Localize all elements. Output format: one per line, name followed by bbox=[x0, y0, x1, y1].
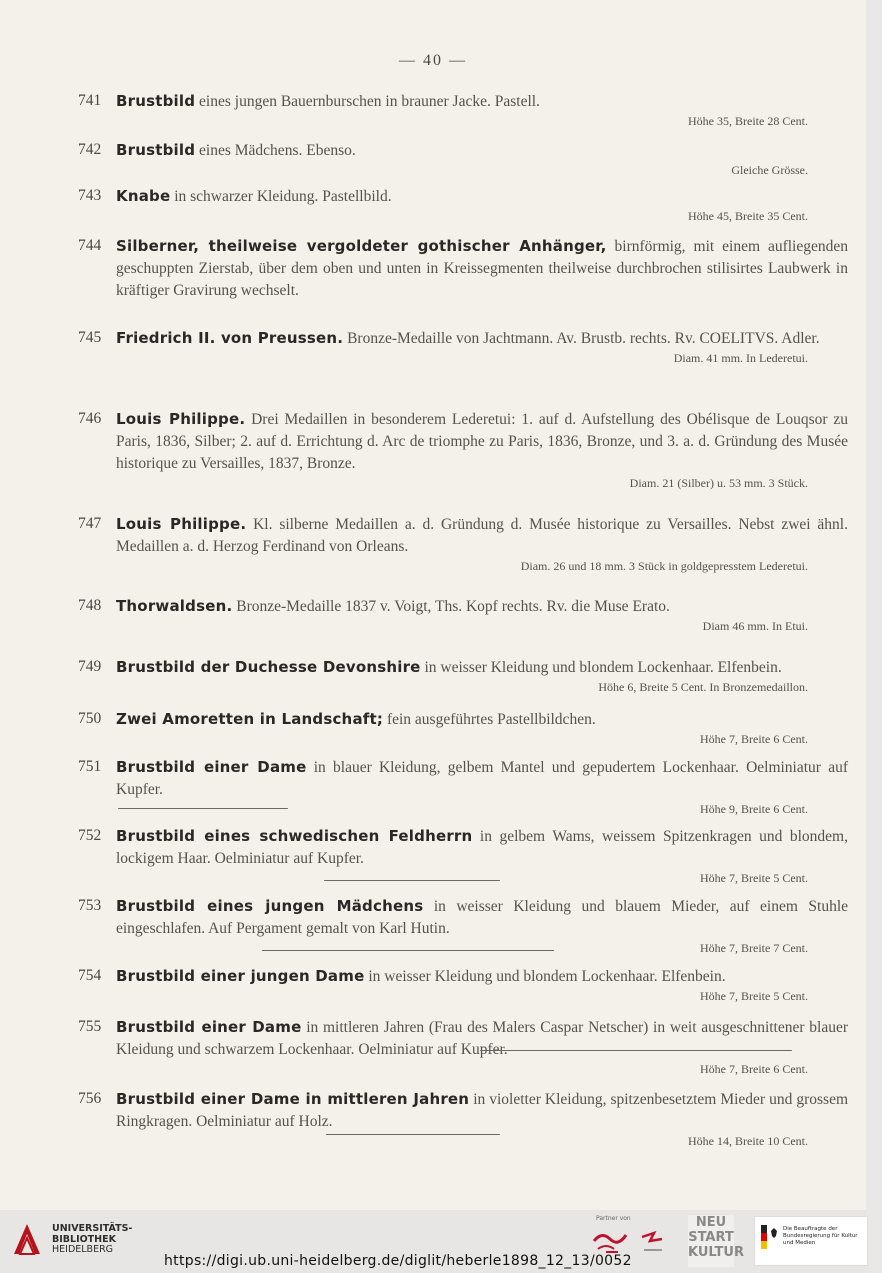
library-name: UNIVERSITÄTS- BIBLIOTHEK HEIDELBERG bbox=[52, 1223, 133, 1255]
entry-number: 741 bbox=[78, 92, 102, 109]
entry-text: in weisser Kleidung und blauem Mieder, auf einem Stuhle eingeschlafen. Auf Pergament gemalt von Karl Hutin. bbox=[116, 898, 849, 937]
catalog-entry bbox=[78, 90, 848, 129]
entry-number: 751 bbox=[78, 758, 102, 775]
entry-number: 749 bbox=[78, 658, 102, 675]
entry-dimensions: Höhe 7, Breite 6 Cent. bbox=[700, 1062, 808, 1076]
federal-eagle-icon bbox=[769, 1227, 779, 1239]
entry-number: 753 bbox=[78, 897, 102, 914]
entry-number: 756 bbox=[78, 1090, 102, 1107]
entry-dimensions: Höhe 7, Breite 5 Cent. bbox=[700, 871, 808, 885]
entry-text: fein ausgeführtes Pastellbildchen. bbox=[383, 711, 596, 728]
catalog-entry bbox=[78, 235, 848, 302]
entry-title: Brustbild einer Dame bbox=[116, 1018, 302, 1036]
entry-dimensions: Höhe 45, Breite 35 Cent. bbox=[688, 209, 808, 223]
entry-title: Brustbild eines jungen Mädchens bbox=[116, 897, 424, 915]
entry-number: 750 bbox=[78, 710, 102, 727]
catalog-entry bbox=[78, 408, 848, 491]
entry-dimensions: Höhe 7, Breite 6 Cent. bbox=[700, 732, 808, 746]
catalog-entry bbox=[78, 185, 848, 224]
entry-dimensions: Höhe 7, Breite 7 Cent. bbox=[700, 941, 808, 955]
catalog-entry bbox=[78, 139, 848, 178]
entry-text: in gelbem Wams, weissem Spitzenkragen und blondem, lockigem Haar. Oelminiatur auf Kupfer. bbox=[116, 828, 848, 867]
entry-number: 742 bbox=[78, 141, 102, 158]
pencil-underline bbox=[324, 880, 500, 881]
entry-text: eines jungen Bauernburschen in brauner Jacke. Pastell. bbox=[195, 93, 540, 110]
entry-title: Silberner, theilweise vergoldeter gothischer Anhänger, bbox=[116, 237, 607, 255]
entry-dimensions: Höhe 14, Breite 10 Cent. bbox=[688, 1134, 808, 1148]
catalog-entry bbox=[78, 895, 848, 956]
catalog-entry bbox=[78, 513, 848, 574]
catalog-entry bbox=[78, 595, 848, 634]
catalog-entry bbox=[78, 656, 848, 695]
entry-title: Friedrich II. von Preussen. bbox=[116, 329, 344, 347]
entry-text: birnförmig, mit einem aufliegenden geschuppten Zierstab, über dem oben und unten in Kreissegmenten theilweise durchbrochen stilisirtes Laubwerk in kräftiger Gravirung wechselt. bbox=[116, 238, 848, 299]
entry-text: in weisser Kleidung und blondem Lockenhaar. Elfenbein. bbox=[364, 968, 726, 985]
entry-title: Brustbild einer Dame in mittleren Jahren bbox=[116, 1090, 470, 1108]
pencil-underline bbox=[262, 950, 554, 951]
entry-dimensions: Höhe 9, Breite 6 Cent. bbox=[700, 802, 808, 816]
entry-text: eines Mädchens. Ebenso. bbox=[195, 142, 356, 159]
bkm-text: Die Beauftragte der Bundesregierung für Kultur und Medien bbox=[783, 1226, 858, 1246]
viewer-footer bbox=[0, 1210, 866, 1273]
entry-title: Knabe bbox=[116, 187, 171, 205]
entry-dimensions: Diam. 21 (Silber) u. 53 mm. 3 Stück. bbox=[629, 476, 808, 490]
ub-heidelberg-logo-icon bbox=[10, 1220, 44, 1256]
archivportal-logo-icon bbox=[640, 1225, 666, 1257]
catalog-entry bbox=[78, 825, 848, 886]
entry-number: 752 bbox=[78, 827, 102, 844]
entry-number: 755 bbox=[78, 1018, 102, 1035]
catalog-entry bbox=[78, 327, 848, 366]
pencil-underline bbox=[480, 1050, 792, 1051]
deutsche-digitale-bibliothek-logo-icon bbox=[592, 1225, 628, 1257]
entry-number: 744 bbox=[78, 237, 102, 254]
page-number: — 40 — bbox=[399, 52, 467, 69]
pencil-underline bbox=[326, 1134, 500, 1135]
entry-title: Louis Philippe. bbox=[116, 410, 246, 428]
catalog-entry bbox=[78, 1016, 848, 1077]
entry-text: in blauer Kleidung, gelbem Mantel und gepudertem Lockenhaar. Oelminiatur auf Kupfer. bbox=[116, 759, 848, 798]
entry-text: Bronze-Medaille 1837 v. Voigt, Ths. Kopf rechts. Rv. die Muse Erato. bbox=[232, 598, 670, 615]
entry-dimensions: Gleiche Grösse. bbox=[731, 163, 808, 177]
bkm-logo bbox=[754, 1216, 868, 1266]
entry-title: Brustbild bbox=[116, 141, 196, 159]
entry-number: 745 bbox=[78, 329, 102, 346]
entry-title: Brustbild bbox=[116, 92, 196, 110]
entry-text: Bronze-Medaille von Jachtmann. Av. Brustb. rechts. Rv. COELITVS. Adler. bbox=[343, 330, 820, 347]
entry-text: Drei Medaillen in besonderem Lederetui: 1. auf d. Aufstellung des Obélisque de Louqsor zu Paris, 1836, Silber; 2. auf d. Errichtung d. Arc de triomphe zu Paris, 1836, Bronze, und 3. a. d. Gründung des Musée historique zu Versailles, 1837, Bronze. bbox=[116, 411, 848, 472]
catalog-entry bbox=[78, 708, 848, 747]
entry-text: in weisser Kleidung und blondem Lockenhaar. Elfenbein. bbox=[420, 659, 782, 676]
catalog-entry bbox=[78, 1088, 848, 1149]
entry-dimensions: Diam 46 mm. In Etui. bbox=[702, 619, 808, 633]
scan-edge bbox=[866, 0, 882, 1273]
entry-number: 754 bbox=[78, 967, 102, 984]
entry-title: Brustbild der Duchesse Devonshire bbox=[116, 658, 421, 676]
entry-title: Brustbild einer jungen Dame bbox=[116, 967, 365, 985]
entry-text: in mittleren Jahren (Frau des Malers Caspar Netscher) in weit ausgeschnittener blauer Kleidung und schwarzem Lockenhaar. Oelminiatur auf Kupfer. bbox=[116, 1019, 848, 1058]
entry-title: Zwei Amoretten in Landschaft; bbox=[116, 710, 384, 728]
german-flag-icon bbox=[761, 1225, 767, 1249]
entry-number: 746 bbox=[78, 410, 102, 427]
entry-text: in schwarzer Kleidung. Pastellbild. bbox=[170, 188, 392, 205]
partner-label: Partner von bbox=[596, 1215, 631, 1222]
entry-dimensions: Höhe 7, Breite 5 Cent. bbox=[700, 989, 808, 1003]
entry-number: 748 bbox=[78, 597, 102, 614]
entry-number: 747 bbox=[78, 515, 102, 532]
pencil-underline bbox=[118, 808, 288, 809]
entry-title: Thorwaldsen. bbox=[116, 597, 233, 615]
entry-title: Louis Philippe. bbox=[116, 515, 247, 533]
entry-dimensions: Diam. 26 und 18 mm. 3 Stück in goldgepresstem Lederetui. bbox=[520, 559, 808, 573]
catalog-entry bbox=[78, 965, 848, 1004]
entry-dimensions: Diam. 41 mm. In Lederetui. bbox=[673, 351, 808, 365]
entry-dimensions: Höhe 35, Breite 28 Cent. bbox=[688, 114, 808, 128]
entry-text: in violetter Kleidung, spitzenbesetztem Mieder und grossem Ringkragen. Oelminiatur auf Holz. bbox=[116, 1091, 849, 1130]
document-url-link[interactable]: https://digi.ub.uni-heidelberg.de/diglit/heberle1898_12_13/0052 bbox=[164, 1253, 632, 1269]
entry-dimensions: Höhe 6, Breite 5 Cent. In Bronzemedaillon. bbox=[598, 680, 808, 694]
neustart-kultur-logo: NEU START KULTUR bbox=[688, 1215, 734, 1267]
entry-text: Kl. silberne Medaillen a. d. Gründung d. Musée historique zu Versailles. Nebst zwei ähnl. Medaillen a. d. Herzog Ferdinand von Orleans. bbox=[116, 516, 848, 555]
entry-number: 743 bbox=[78, 187, 102, 204]
entry-title: Brustbild eines schwedischen Feldherrn bbox=[116, 827, 473, 845]
entry-title: Brustbild einer Dame bbox=[116, 758, 307, 776]
